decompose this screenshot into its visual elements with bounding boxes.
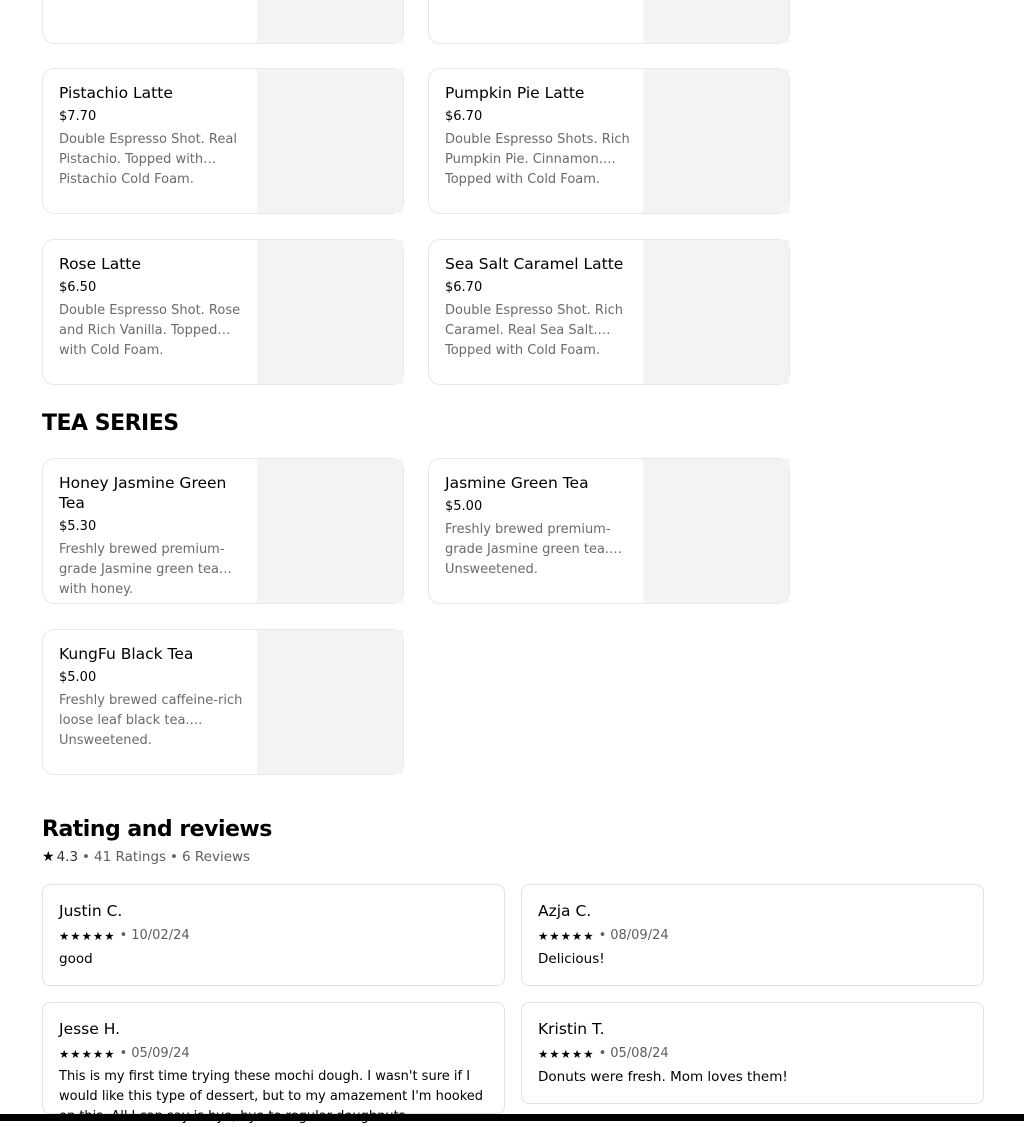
review-card[interactable] bbox=[521, 884, 984, 986]
menu-item-name: Rose Latte bbox=[59, 255, 141, 273]
reviews-count: 6 Reviews bbox=[182, 849, 251, 865]
menu-item-description: Double Espresso Shot. Rich Caramel. Real Sea Salt. Topped with Cold Foam. bbox=[445, 303, 623, 358]
review-date: 05/09/24 bbox=[131, 1046, 190, 1061]
review-meta bbox=[538, 1045, 967, 1063]
separator-dot: • bbox=[119, 1046, 128, 1061]
menu-item-card[interactable] bbox=[42, 458, 404, 604]
review-card[interactable] bbox=[42, 884, 505, 986]
review-card[interactable] bbox=[521, 1002, 984, 1104]
menu-item-price: $6.70 bbox=[445, 280, 483, 295]
star-rating-icons: ★★★★★ bbox=[538, 929, 595, 943]
reviewer-name: Azja C. bbox=[538, 902, 592, 920]
menu-item-card[interactable] bbox=[428, 68, 790, 214]
menu-item-card[interactable] bbox=[428, 239, 790, 385]
menu-item-name: KungFu Black Tea bbox=[59, 645, 194, 663]
menu-item-description: Freshly brewed caffeine-rich loose leaf black tea. Unsweetened. bbox=[59, 693, 243, 748]
star-rating-icons: ★★★★★ bbox=[538, 1047, 595, 1061]
reviewer-name: Jesse H. bbox=[59, 1020, 121, 1038]
separator-dot: • bbox=[170, 849, 179, 865]
menu-item-name: Pistachio Latte bbox=[59, 84, 173, 102]
review-date: 08/09/24 bbox=[610, 928, 669, 943]
menu-item-image bbox=[257, 240, 403, 384]
separator-dot: • bbox=[598, 1046, 607, 1061]
menu-item-info bbox=[59, 644, 244, 748]
review-date: 10/02/24 bbox=[131, 928, 190, 943]
review-meta bbox=[538, 927, 967, 945]
menu-item-image bbox=[643, 459, 789, 603]
menu-item-info bbox=[59, 254, 244, 358]
menu-item-image bbox=[257, 459, 403, 603]
menu-item-card[interactable] bbox=[42, 68, 404, 214]
menu-item-card[interactable] bbox=[428, 458, 790, 604]
ratings-count: 41 Ratings bbox=[94, 849, 167, 865]
star-icon: ★ bbox=[42, 849, 55, 865]
menu-item-price: $7.70 bbox=[59, 109, 97, 124]
menu-item-image bbox=[643, 69, 789, 213]
menu-item-info bbox=[445, 83, 630, 187]
menu-item-card[interactable] bbox=[42, 0, 404, 44]
menu-item-image bbox=[257, 0, 403, 43]
separator-dot: • bbox=[119, 928, 128, 943]
separator-dot: • bbox=[598, 928, 607, 943]
menu-item-card[interactable] bbox=[428, 0, 790, 44]
menu-item-name: Sea Salt Caramel Latte bbox=[445, 255, 624, 273]
reviews-section-title: Rating and reviews bbox=[42, 817, 272, 842]
menu-item-description: Freshly brewed premium-grade Jasmine green tea. Unsweetened. bbox=[445, 522, 611, 577]
menu-item-price: $5.00 bbox=[445, 499, 483, 514]
menu-item-image bbox=[643, 240, 789, 384]
menu-item-info bbox=[445, 473, 630, 577]
bottom-bar bbox=[0, 1114, 1024, 1121]
menu-item-name: Pumpkin Pie Latte bbox=[445, 84, 585, 102]
rating-value: 4.3 bbox=[56, 849, 79, 865]
menu-item-price: $5.30 bbox=[59, 519, 97, 534]
menu-item-card[interactable] bbox=[42, 239, 404, 385]
menu-item-description: Double Espresso Shot. Rose and Rich Vanilla. Topped with Cold Foam. bbox=[59, 303, 241, 358]
menu-item-name: Jasmine Green Tea bbox=[445, 474, 589, 492]
menu-item-price: $6.70 bbox=[445, 109, 483, 124]
review-card[interactable] bbox=[42, 1002, 505, 1114]
menu-item-price: $6.50 bbox=[59, 280, 97, 295]
menu-item-info bbox=[59, 83, 244, 187]
menu-item-name: Honey Jasmine Green Tea bbox=[59, 474, 227, 512]
menu-item-card[interactable] bbox=[42, 629, 404, 775]
review-text: Donuts were fresh. Mom loves them! bbox=[538, 1069, 788, 1085]
review-meta bbox=[59, 1045, 488, 1063]
reviewer-name: Kristin T. bbox=[538, 1020, 605, 1038]
section-title-tea-series: TEA SERIES bbox=[42, 411, 179, 436]
menu-item-description: Freshly brewed premium-grade Jasmine green tea with honey. bbox=[59, 542, 225, 597]
menu-item-info bbox=[59, 473, 244, 597]
menu-item-image bbox=[257, 69, 403, 213]
menu-item-price: $5.00 bbox=[59, 670, 97, 685]
star-rating-icons: ★★★★★ bbox=[59, 929, 116, 943]
menu-item-description: Double Espresso Shot. Real Pistachio. Topped with Pistachio Cold Foam. bbox=[59, 132, 237, 187]
star-rating-icons: ★★★★★ bbox=[59, 1047, 116, 1061]
review-meta bbox=[59, 927, 488, 945]
review-text: good bbox=[59, 951, 93, 967]
menu-item-info bbox=[445, 254, 630, 358]
review-text: This is my first time trying these mochi dough. I wasn't sure if I would like this type of dessert, but to my amazement I'm hooked bbox=[59, 1069, 484, 1104]
reviewer-name: Justin C. bbox=[59, 902, 123, 920]
separator-dot: • bbox=[82, 849, 91, 865]
review-date: 05/08/24 bbox=[610, 1046, 669, 1061]
menu-item-image bbox=[257, 630, 403, 774]
rating-summary bbox=[42, 849, 250, 865]
review-text: Delicious! bbox=[538, 951, 605, 967]
menu-item-description: Double Espresso Shots. Rich Pumpkin Pie. Cinnamon. Topped with Cold Foam. bbox=[445, 132, 630, 187]
menu-item-image bbox=[643, 0, 789, 43]
